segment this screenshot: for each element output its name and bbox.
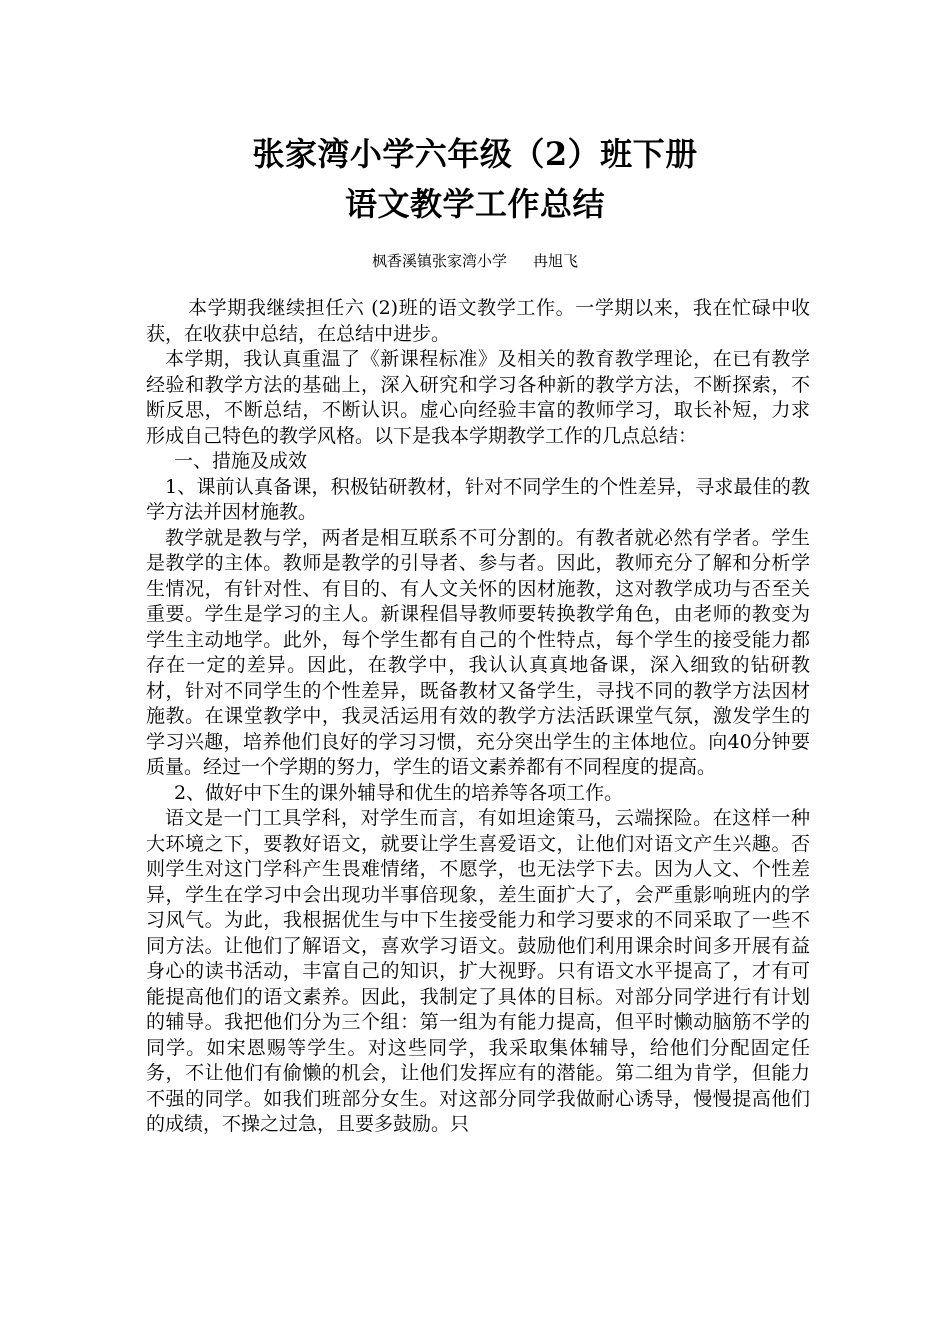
- document-title-line-2: 语文教学工作总结: [344, 185, 605, 223]
- paragraph-teaching: 教学就是教与学，两者是相互联系不可分割的。有教者就必然有学者。学生是教学的主体。教师是教学的引导者、参与者。因此，教师充分了解和分析学生情况，有针对性、有目的、有人文关怀的因材施教，这对教学成功与否至关重要。学生是学习的主人。新课程倡导教师要转换教学角色，由老师的教变为学生主动地学。此外，每个学生都有自己的个性特点，每个学生的接受能力都存在一定的差异。因此，在教学中，我认认真真地备课，深入细致的钻研教材，针对不同学生的个性差异，既备教材又备学生，寻找不同的教学方法因材施教。在课堂教学中，我灵活运用有效的教学方法活跃课堂气氛，激发学生的学习兴趣，培养他们良好的学习习惯，充分突出学生的主体地位。向40分钟要质量。经过一个学期的努力，学生的语文素养都有不同程度的提高。: [146, 526, 810, 778]
- document-body: [146, 296, 810, 1138]
- paragraph-chinese-subject: 语文是一门工具学科，对学生而言，有如坦途策马，云端探险。在这样一种大环境之下，要教好语文，就要让学生喜爱语文，让他们对语文产生兴趣。否则学生对这门学科产生畏难情绪，不愿学，也无法学下去。因为人文、个性差异，学生在学习中会出现功半事倍现象，差生面扩大了，会严重影响班内的学习风气。为此，我根据优生与中下生接受能力和学习要求的不同采取了一些不同方法。让他们了解语文，喜欢学习语文。鼓励他们利用课余时间多开展有益身心的读书活动，丰富自己的知识，扩大视野。只有语文水平提高了，才有可能提高他们的语文素养。因此，我制定了具体的目标。对部分同学进行有计划的辅导。我把他们分为三个组：第一组为有能力提高，但平时懒动脑筋不学的同学。如宋恩赐等学生。对这些同学，我采取集体辅导，给他们分配固定任务，不让他们有偷懒的机会，让他们发挥应有的潜能。第二组为肯学，但能力不强的同学。如我们班部分女生。对这部分同学我做耐心诱导，慢慢提高他们的成绩，不操之过急，且要多鼓励。只: [146, 807, 810, 1135]
- item-heading-1: 1、课前认真备课，积极钻研教材，针对不同学生的个性差异，寻求最佳的教学方法并因材施教。: [146, 475, 810, 523]
- paragraph-intro: 本学期我继续担任六 (2)班的语文教学工作。一学期以来，我在忙碌中收获，在收获中总结，在总结中进步。: [146, 297, 810, 345]
- document-title-line-1: 张家湾小学六年级（2）班下册: [252, 135, 698, 173]
- paragraph-study: 本学期，我认真重温了《新课程标准》及相关的教育教学理论，在已有教学经验和教学方法的基础上，深入研究和学习各种新的教学方法，不断探索，不断反思，不断总结，不断认识。虚心向经验丰富的教师学习，取长补短，力求形成自己特色的教学风格。以下是我本学期教学工作的几点总结：: [146, 348, 810, 447]
- school-name: 枫香溪镇张家湾小学: [371, 252, 507, 270]
- byline: [0, 250, 950, 272]
- section-heading-measures: 一、措施及成效: [174, 450, 308, 472]
- item-heading-2: 2、做好中下生的课外辅导和优生的培养等各项工作。: [174, 781, 624, 804]
- author-name: 冉旭飞: [533, 252, 579, 270]
